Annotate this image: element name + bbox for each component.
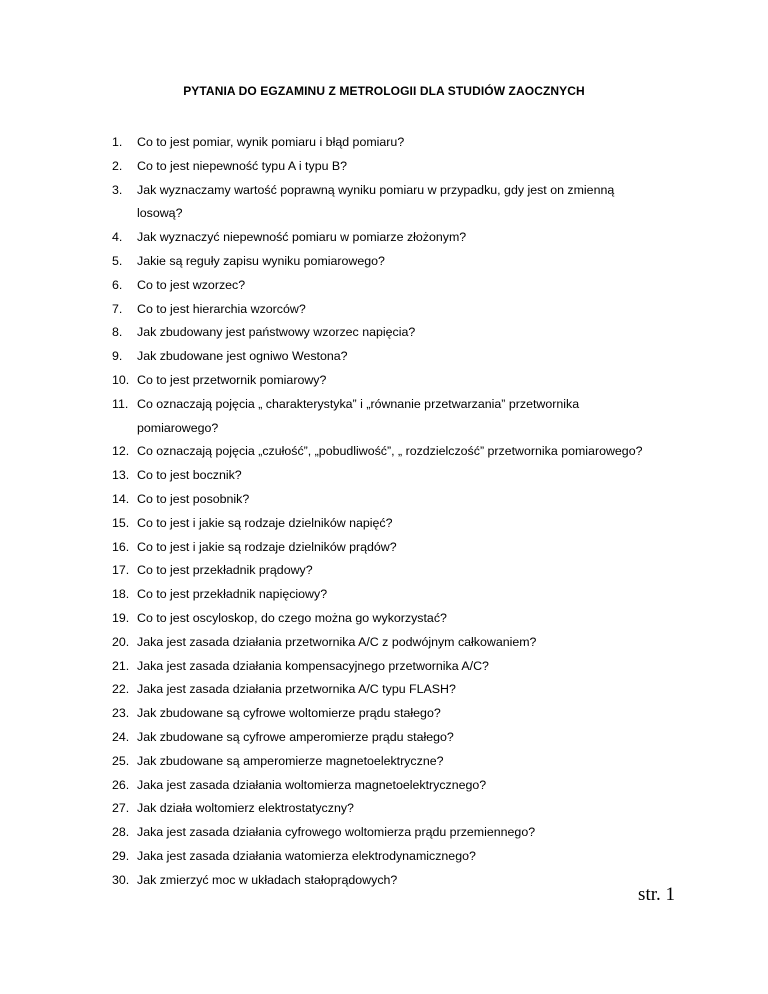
question-number: 15.	[112, 515, 130, 530]
question-number: 26.	[112, 777, 130, 792]
question-text-line: Jak wyznaczyć niepewność pomiaru w pomiarze złożonym?	[137, 230, 467, 245]
question-text	[137, 226, 712, 250]
question-text-line: Jakie są reguły zapisu wyniku pomiarowego?	[137, 253, 385, 268]
question-text	[137, 155, 712, 179]
question-text-line: Co to jest przekładnik napięciowy?	[137, 587, 328, 602]
question-text-line: Co to jest wzorzec?	[137, 277, 246, 292]
question-text	[137, 583, 712, 607]
question-number: 17.	[112, 563, 130, 578]
question-text-line: Jak zbudowane są amperomierze magnetoelektryczne?	[137, 753, 444, 768]
question-number: 19.	[112, 610, 130, 625]
question-number: 9.	[112, 349, 123, 364]
question-text	[137, 464, 712, 488]
question-item	[112, 750, 712, 774]
question-text-line: Co to jest przetwornik pomiarowy?	[137, 372, 327, 387]
question-text	[137, 631, 712, 655]
question-text	[137, 250, 712, 274]
question-text-line: Co to jest przekładnik prądowy?	[137, 563, 313, 578]
question-number: 24.	[112, 729, 130, 744]
question-text	[137, 393, 712, 441]
question-text	[137, 726, 712, 750]
page-title: PYTANIA DO EGZAMINU Z METROLOGII DLA STUDIÓW ZAOCZNYCH	[183, 84, 585, 98]
question-text-line: Jaka jest zasada działania przetwornika A/C typu FLASH?	[137, 682, 456, 697]
question-text-line: Jak zbudowany jest państwowy wzorzec napięcia?	[137, 325, 416, 340]
question-item	[112, 321, 712, 345]
question-item	[112, 655, 712, 679]
question-text-line: pomiarowego?	[137, 420, 219, 435]
question-item	[112, 774, 712, 798]
question-item	[112, 678, 712, 702]
question-text-line: Co to jest niepewność typu A i typu B?	[137, 158, 348, 173]
question-item	[112, 797, 712, 821]
question-item	[112, 155, 712, 179]
question-item	[112, 131, 712, 155]
question-item	[112, 821, 712, 845]
question-number: 23.	[112, 706, 130, 721]
question-text-line: Jaka jest zasada działania woltomierza magnetoelektrycznego?	[137, 777, 487, 792]
question-text	[137, 845, 712, 869]
question-item	[112, 298, 712, 322]
question-text-line: losową?	[137, 206, 183, 221]
question-number: 6.	[112, 277, 123, 292]
question-text	[137, 321, 712, 345]
question-item	[112, 226, 712, 250]
question-number: 29.	[112, 848, 130, 863]
question-item	[112, 274, 712, 298]
question-number: 11.	[112, 396, 129, 411]
question-text-line: Co to jest pomiar, wynik pomiaru i błąd pomiaru?	[137, 135, 405, 149]
question-item	[112, 869, 712, 893]
question-text	[137, 750, 712, 774]
question-item	[112, 607, 712, 631]
question-item	[112, 583, 712, 607]
question-item	[112, 440, 712, 464]
question-text	[137, 179, 712, 227]
question-item	[112, 393, 712, 441]
question-item	[112, 250, 712, 274]
question-number: 7.	[112, 301, 123, 316]
question-text	[137, 869, 712, 893]
question-text-line: Co to jest hierarchia wzorców?	[137, 301, 306, 316]
question-number: 10.	[112, 372, 130, 387]
question-text-line: Co to jest posobnik?	[137, 491, 250, 506]
question-number: 8.	[112, 325, 123, 340]
question-number: 3.	[112, 182, 123, 197]
question-item	[112, 559, 712, 583]
question-item	[112, 631, 712, 655]
question-number: 18.	[112, 587, 130, 602]
question-item	[112, 464, 712, 488]
question-text-line: Jak wyznaczamy wartość poprawną wyniku pomiaru w przypadku, gdy jest on zmienną	[137, 182, 615, 197]
question-text-line: Jaka jest zasada działania kompensacyjnego przetwornika A/C?	[137, 658, 489, 673]
question-number: 1.	[112, 135, 123, 149]
question-text	[137, 131, 712, 155]
question-number: 27.	[112, 801, 130, 816]
question-number: 2.	[112, 158, 123, 173]
question-text	[137, 702, 712, 726]
question-number: 14.	[112, 491, 130, 506]
question-text-line: Jaka jest zasada działania cyfrowego woltomierza prądu przemiennego?	[137, 825, 536, 840]
question-text-line: Jak zmierzyć moc w układach stałoprądowych?	[137, 872, 398, 887]
question-text	[137, 607, 712, 631]
question-item	[112, 726, 712, 750]
question-number: 13.	[112, 468, 130, 483]
question-text	[137, 797, 712, 821]
question-number: 22.	[112, 682, 130, 697]
question-text	[137, 274, 712, 298]
question-text-line: Jaka jest zasada działania przetwornika A/C z podwójnym całkowaniem?	[137, 634, 537, 649]
question-list	[112, 131, 712, 893]
question-text-line: Jak zbudowane jest ogniwo Westona?	[137, 349, 348, 364]
question-item	[112, 369, 712, 393]
question-text-line: Co to jest i jakie są rodzaje dzielników napięć?	[137, 515, 393, 530]
question-text-line: Jak działa woltomierz elektrostatyczny?	[137, 801, 354, 816]
question-item	[112, 512, 712, 536]
question-text-line: Co to jest i jakie są rodzaje dzielników prądów?	[137, 539, 397, 554]
question-text	[137, 512, 712, 536]
question-number: 20.	[112, 634, 130, 649]
question-number: 28.	[112, 825, 130, 840]
question-item	[112, 179, 712, 227]
question-number: 4.	[112, 230, 123, 245]
question-item	[112, 845, 712, 869]
question-number: 30.	[112, 872, 130, 887]
question-text-line: Jaka jest zasada działania watomierza elektrodynamicznego?	[137, 848, 476, 863]
question-number: 16.	[112, 539, 130, 554]
question-text	[137, 821, 712, 845]
question-text-line: Co to jest bocznik?	[137, 468, 242, 483]
question-item	[112, 488, 712, 512]
question-text-line: Jak zbudowane są cyfrowe woltomierze prądu stałego?	[137, 706, 441, 721]
question-text	[137, 440, 712, 464]
question-number: 21.	[112, 658, 130, 673]
question-text	[137, 369, 712, 393]
question-item	[112, 536, 712, 560]
question-text-line: Co oznaczają pojęcia „ charakterystyka” i „równanie przetwarzania” przetwornika	[137, 396, 580, 411]
question-number: 12.	[112, 444, 130, 459]
question-text	[137, 345, 712, 369]
question-number: 25.	[112, 753, 130, 768]
question-text-line: Co to jest oscyloskop, do czego można go wykorzystać?	[137, 610, 447, 625]
question-text	[137, 678, 712, 702]
page-number: str. 1	[638, 884, 675, 905]
question-item	[112, 345, 712, 369]
question-number: 5.	[112, 253, 123, 268]
question-item	[112, 702, 712, 726]
question-text	[137, 774, 712, 798]
question-text	[137, 488, 712, 512]
question-text	[137, 298, 712, 322]
question-text-line: Jak zbudowane są cyfrowe amperomierze prądu stałego?	[137, 729, 454, 744]
question-text	[137, 536, 712, 560]
question-text-line: Co oznaczają pojęcia „czułość”, „pobudliwość”, „ rozdzielczość” przetwornika pomiarowego?	[137, 444, 643, 459]
question-text	[137, 559, 712, 583]
question-text	[137, 655, 712, 679]
